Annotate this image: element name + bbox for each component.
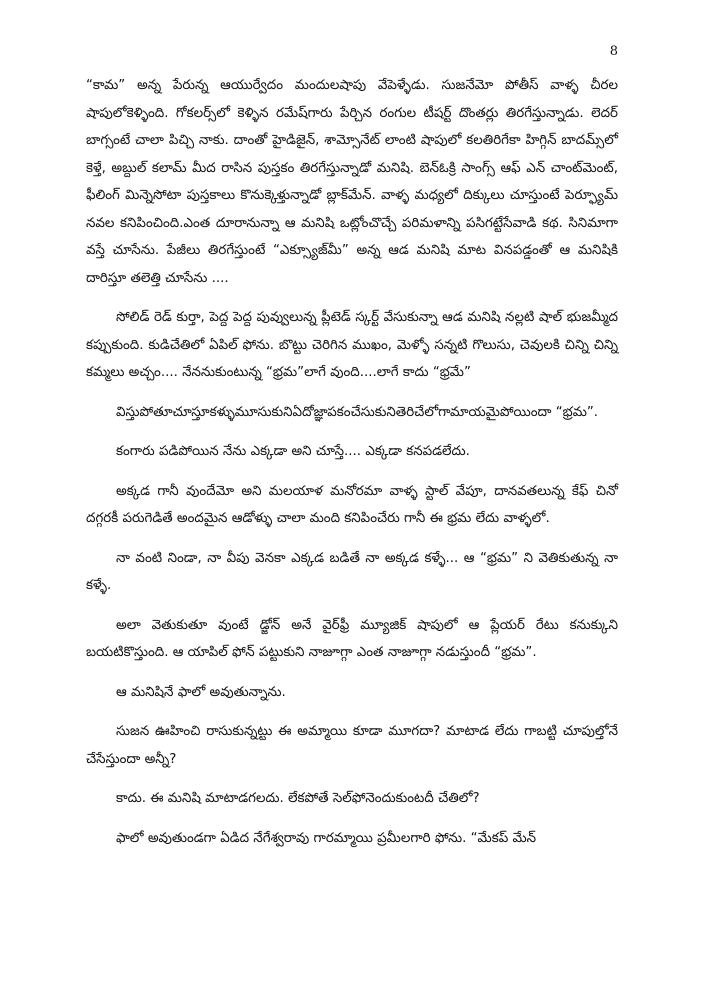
page-number: 8 [609,44,618,59]
paragraph: ఫాలో అవుతుండగా ఏడిద నేగేశ్వరావు గారమ్మాయి ప్రమీలగారి ఫోను. “మేకప్ మేన్ [116,830,537,846]
paragraph: అక్కడ గానీ వుందేమో అని మలయాళ మనోరమా వాళ్ళ స్టాల్ వేపూ, దానవతలున్న కేఫ్ చినో దగ్గరకీ పరుగెడితే అందమైన ఆడోళ్ళు చాలా మంది కనిపించేరు గానీ ఈ భ్రమ లేదు వాళ్ళలో. [86,483,618,526]
body-text [86,72,618,864]
paragraph: సోలిడ్ రెడ్ కుర్తా, పెద్ద పెద్ద పువ్వులున్న ప్లీటెడ్ స్కర్ట్ వేసుకున్నా ఆడ మనిషి నల్లటి షాల్ భుజమ్మీద కప్పుకుంది. కుడిచేతిలో ఏపిల్ ఫోను. బొట్టు చెరిగిన ముఖం, మెళ్ళో సన్నటి గొలుసు, చెవులకి చిన్ని చిన్ని కమ్మలు అచ్చం.... నేననుకుంటున్న “భ్రమ”లాగే వుంది....లాగే కాదు “భ్రమే” [86,310,618,380]
paragraph: నా వంటి నిండా, నా వీపు వెనకా ఎక్కడ బడితే నా అక్కడ కళ్ళే... ఆ “భ్రమ” ని వెతికుతున్న నా కళ్ళే. [86,550,618,593]
paragraph: “కామ” అన్న పేరున్న ఆయుర్వేదం మందులషాపు వేపెళ్ళేడు. సుజనేమో పోతీస్ వాళ్ళ చీరల షాపులోకెళ్ళింది. గోకలర్స్‌లో కెళ్ళిన రమేష్‌గారు పేర్చిన రంగుల టీషర్ట్ దొంతర్లు తిరగేస్తున్నాడు. లెదర్ బాగ్సంటే చాలా పిచ్చి నాకు. దాంతో హైడిజైన్, శామ్సోనేట్ లాంటి షాపులో కలతిరిగేకా హిగ్గిన్ బాదమ్స్‌లో కెళ్తే, అబ్దుల్ కలామ్ మీద రాసిన పుస్తకం తిరగేస్తున్నాడో మనిషి. బెన్‌ఓక్రి సాంగ్స్ ఆఫ్ ఎన్ చాంట్‌మెంట్, ఫీలింగ్ మిన్నెసోటా పుస్తకాలు కొనుక్కెళ్తున్నాడో బ్లాక్‌మేన్. వాళ్ళ మధ్యలో దిక్కులు చూస్తుంటే పెర్ఫ్యూమ్ నవల కనిపించింది.ఎంత దూరానున్నా ఆ మనిషి ఒట్లోంచొచ్చే పరిమళాన్ని పసిగట్టేసేవాడి కథ. సినిమాగా వస్తే చూసేను. పేజీలు తిరగేస్తుంటే “ఎక్స్యూజ్‌మీ” అన్న ఆడ మనిషి మాట వినపడ్డంతో ఆ మనిషికి దారిస్తూ తలెత్తి చూసేను .... [86,78,618,286]
paragraph: కాదు. ఈ మనిషి మాటాడగలదు. లేకపోతే సెల్‌ఫోనెందుకుంటదీ చేతిలో? [116,791,480,806]
paragraph: సుజన ఊహించి రాసుకున్నట్టు ఈ అమ్మాయి కూడా మూగదా? మాటాడ లేదు గాబట్టి చూపుల్తోనే చేసేస్తుందా అన్నీ? [86,724,618,767]
paragraph: విస్తుపోతూచూస్తూకళ్ళుమూసుకునిఏదోజ్ఞాపకంచేసుకునితెరిచేలోగామాయమైపోయిందా “భ్రమ”. [116,404,599,420]
paragraph: ఆ మనిషినే ఫాలో అవుతున్నాను. [116,684,286,700]
paragraph: అలా వెతుకుతూ వుంటే డ్జోన్ అనే వైర్‌ఫ్రీ మ్యూజిక్ షాపులో ఆ ప్లేయర్ రేటు కనుక్కుని బయటికొస్తుంది. ఆ యాపిల్ ఫోన్ పట్టుకుని నాజూగ్గా ఎంత నాజూగ్గా నడుస్తుందీ “భ్రమ”. [86,617,618,660]
paragraph: కంగారు పడిపోయిన నేను ఎక్కడా అని చూస్తే.... ఎక్కడా కనపడలేదు. [116,444,470,459]
